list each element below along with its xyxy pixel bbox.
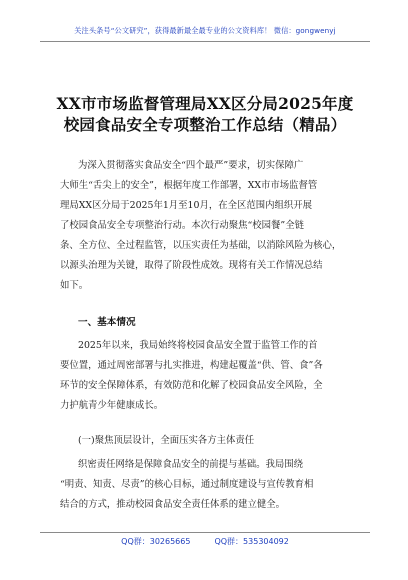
intro-line: 如下。	[60, 280, 89, 291]
intro-line: 理局XX区分局于2025年1月至10月，在全区范围内组织开展	[60, 200, 312, 211]
document-title-line-1: XX市市场监督管理局XX区分局2025年度	[56, 94, 354, 113]
intro-line: 条、全方位、全过程监管，以压实责任为基础，以消除风险为核心，	[60, 240, 342, 251]
document-title-line-2: 校园食品安全专项整治工作总结（精品）	[63, 115, 347, 134]
footer-qq-group-1: QQ群：30265665	[121, 537, 191, 546]
intro-line: 为深入贯彻落实食品安全“四个最严”要求，切实保障广	[78, 160, 304, 171]
header-banner: 关注头条号“公文研究”，获得最新最全最专业的公文资料库！ 微信：gongwenyj	[74, 26, 336, 35]
subsection-heading: (一)聚焦顶层设计，全面压实各方主体责任	[78, 435, 255, 446]
header-divider	[40, 41, 370, 42]
subsection1-line: 结合的方式，推动校园食品安全责任体系的建立健全。	[60, 499, 286, 510]
section1-line: 力护航青少年健康成长。	[60, 400, 164, 411]
section1-line: 环节的安全保障体系，有效防范和化解了校园食品安全风险，全	[60, 380, 323, 391]
footer	[40, 536, 370, 547]
footer-divider	[40, 532, 370, 533]
section1-line: 2025年以来，我局始终将校园食品安全置于监管工作的首	[78, 340, 318, 351]
subsection1-line: “明责、知责、尽责”的核心目标，通过制度建设与宣传教育相	[60, 479, 314, 490]
section1-line: 要位置，通过周密部署与扎实推进，构建起覆盖“供、管、食”各	[60, 360, 323, 371]
intro-line: 了校园食品安全专项整治行动。本次行动聚焦“校园餐”全链	[60, 220, 304, 231]
footer-qq-group-2: QQ群：535304092	[214, 537, 289, 546]
subsection1-line: 织密责任网络是保障食品安全的前提与基础。我局围绕	[78, 459, 304, 470]
intro-line: 以源头治理为关键，取得了阶段性成效。现将有关工作情况总结	[60, 260, 323, 271]
intro-line: 大师生“舌尖上的安全”，根据年度工作部署，XX市市场监督管	[60, 180, 318, 191]
section-heading: 一、基本情况	[78, 317, 136, 328]
